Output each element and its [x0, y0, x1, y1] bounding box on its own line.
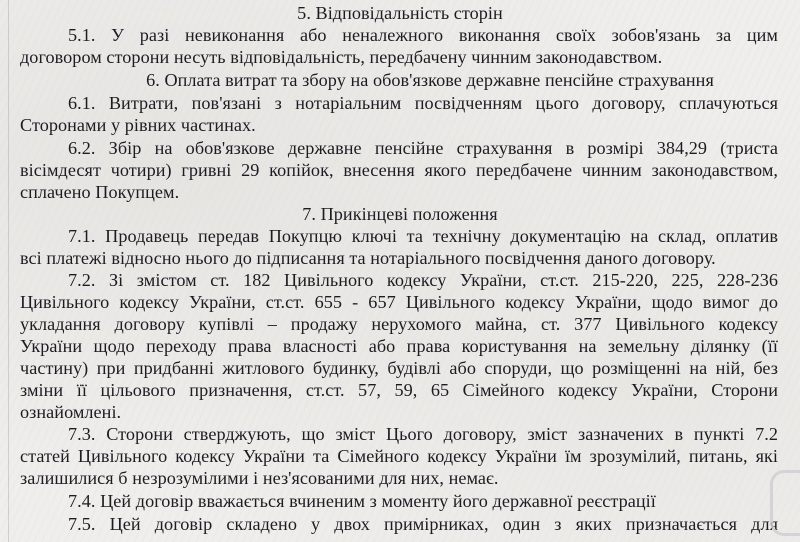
clause-5-1-line-1: 5.1. У разі невиконання або неналежного виконання своїх зобов'язань за цим	[68, 25, 778, 45]
clause-7-4-line-1: 7.4. Цей договір вважається вчиненим з моменту його державної реєстрації	[68, 491, 656, 511]
clause-7-2-line-4: України щодо переходу права власності або права користування на земельну ділянку (її	[20, 336, 778, 356]
clause-7-2-line-2: Цивільного кодексу України, ст.ст. 655 - 657 Цивільного кодексу України, щодо вимог до	[20, 292, 778, 312]
clause-5-1-line-2: договором сторони несуть відповідальність, передбачену чинним законодавством.	[20, 47, 663, 67]
clause-7-3-line-1: 7.3. Сторони стверджують, що зміст Цього договору, зміст зазначених в пункті 7.2	[68, 424, 778, 444]
clause-7-1-line-2: всі платежі відносно нього до підписання та нотаріального посвідчення даного договору.	[20, 248, 716, 268]
stamp-edge-mark	[770, 470, 800, 536]
clause-7-5-line-1: 7.5. Цей договір складено у двох примірниках, один з яких призначається для	[68, 514, 778, 534]
section-5-heading: 5. Відповідальність сторін	[297, 3, 503, 23]
clause-7-3-line-2: статей Цивільного кодексу України та Сімейного кодексу України їм зрозумілий, питань, які	[20, 446, 778, 466]
clause-6-1-line-2: Сторонами у рівних частинах.	[20, 115, 256, 135]
section-6-heading: 6. Оплата витрат та збору на обов'язкове державне пенсійне страхування	[146, 70, 714, 90]
clause-7-2-line-5: частину) при придбанні житлового будинку, будівлі або споруди, що розміщенні на ній, без	[20, 358, 778, 378]
clause-7-2-line-1: 7.2. Зі змістом ст. 182 Цивільного кодексу України, ст.ст. 215-220, 225, 228-236	[68, 270, 778, 290]
section-7-heading: 7. Прикінцеві положення	[302, 204, 498, 224]
clause-6-2-line-3: сплачено Покупцем.	[20, 182, 180, 202]
page-margin-line	[8, 0, 9, 542]
clause-6-1-line-1: 6.1. Витрати, пов'язані з нотаріальним посвідченням цього договору, сплачуються	[68, 93, 778, 113]
clause-7-2-line-6: зміни її цільового призначення, ст.ст. 57, 59, 65 Сімейного кодексу України, Сторони	[20, 380, 778, 400]
clause-7-2-line-7: ознайомлені.	[20, 402, 122, 422]
clause-6-2-line-2: вісімдесят чотири) гривні 29 копійок, внесення якого передбачене чинним законодавством,	[20, 160, 778, 180]
clause-6-2-line-1: 6.2. Збір на обов'язкове державне пенсійне страхування в розмірі 384,29 (триста	[68, 138, 778, 158]
clause-7-2-line-3: укладання договору купівлі – продажу нерухомого майна, ст. 377 Цивільного кодексу	[20, 314, 778, 334]
clause-7-3-line-3: залишилися б незрозумілими і нез'ясованими для них, немає.	[20, 468, 499, 488]
clause-7-1-line-1: 7.1. Продавець передав Покупцю ключі та технічну документацію на склад, оплатив	[68, 226, 778, 246]
